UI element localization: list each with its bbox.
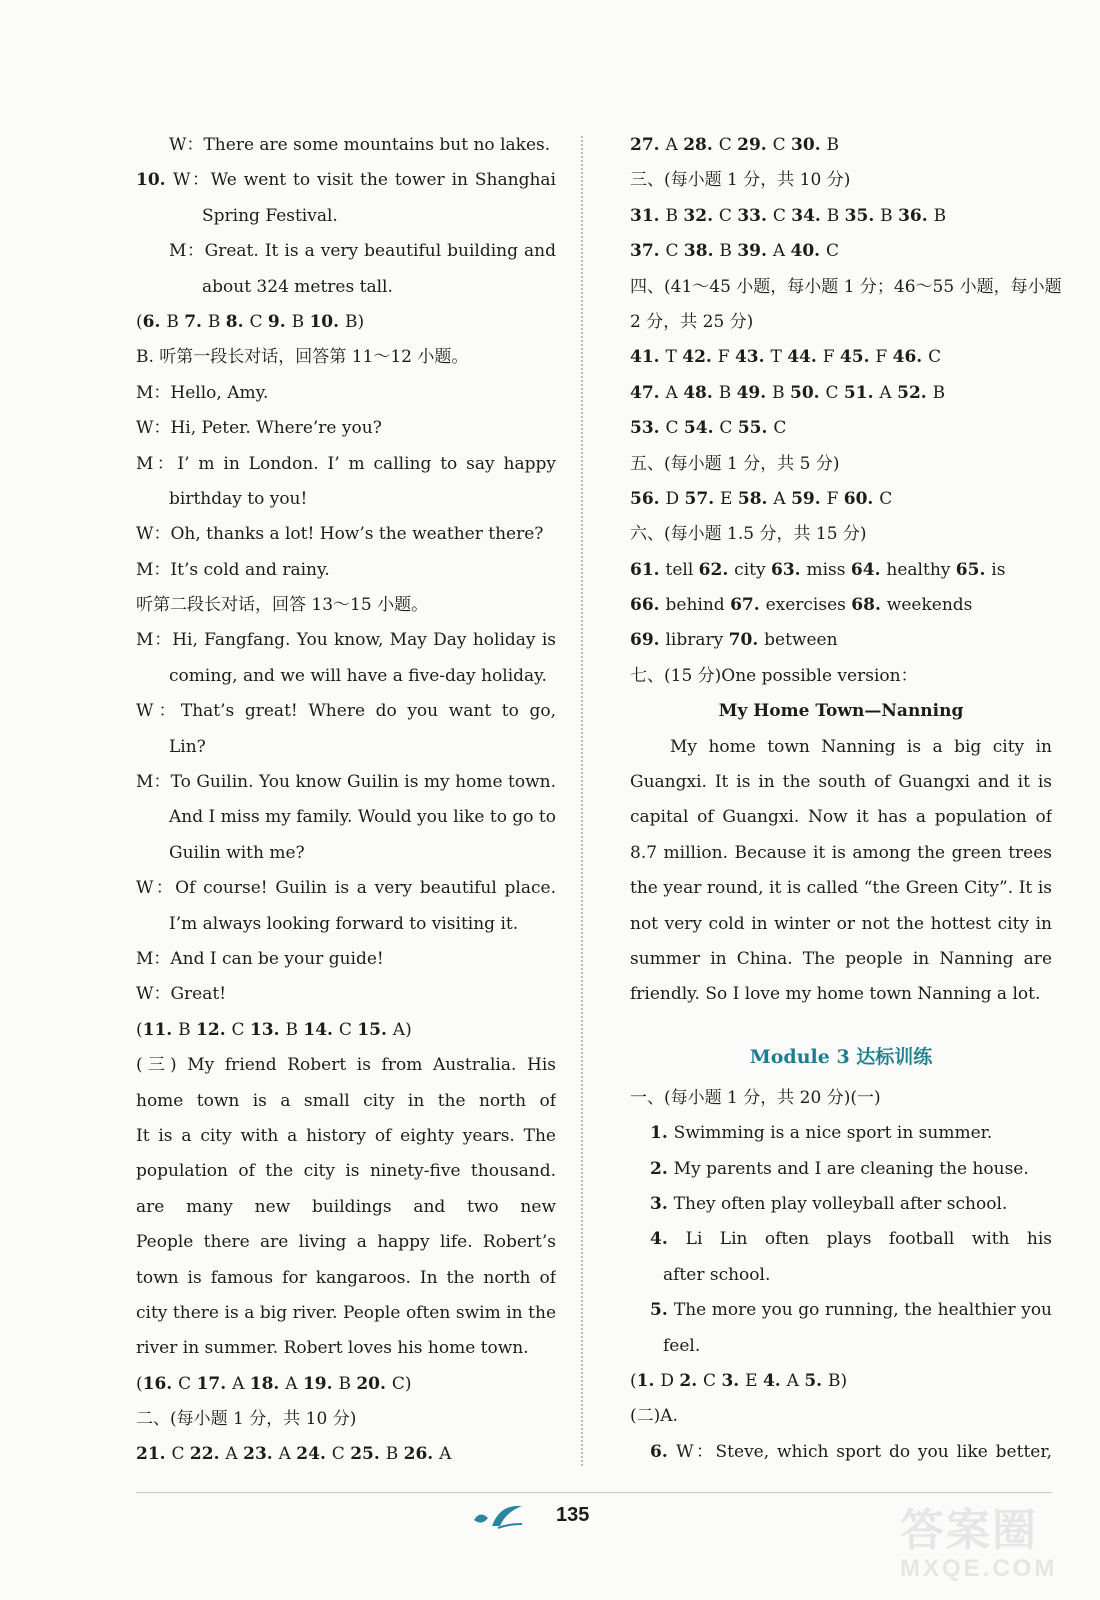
line-text: C <box>826 241 840 262</box>
text-line <box>136 694 556 729</box>
line-text: C <box>338 1019 358 1040</box>
line-text: F <box>822 347 840 368</box>
left-column <box>136 128 556 1473</box>
text-line <box>136 765 556 800</box>
line-text: Lin? <box>169 736 206 757</box>
text-line <box>630 871 1052 906</box>
watermark-url: MXQE.COM <box>900 1555 1058 1582</box>
text-line <box>630 907 1052 942</box>
question-number: 16. <box>142 1373 179 1394</box>
text-line <box>136 623 556 658</box>
text-line <box>136 553 556 588</box>
text-line <box>630 1222 1052 1257</box>
question-number: 58. <box>737 488 774 509</box>
question-number: 53. <box>630 418 666 439</box>
question-number: 12. <box>196 1019 232 1040</box>
text-line <box>630 553 1052 588</box>
question-number: 48. <box>683 382 719 403</box>
text-line <box>136 376 556 411</box>
text-line <box>136 1367 556 1402</box>
question-number: 20. <box>356 1373 392 1394</box>
question-number: 3. <box>650 1193 674 1214</box>
text-line <box>136 1154 556 1189</box>
question-number: 63. <box>770 559 807 580</box>
line-text: A <box>665 135 684 155</box>
text-line <box>630 1258 1052 1293</box>
line-text: M：To Guilin. You know Guilin is my home town. <box>136 772 556 793</box>
line-text: I’m always looking forward to visiting it. <box>169 913 519 934</box>
question-number: 36. <box>898 205 934 226</box>
line-text: B) <box>827 1370 848 1391</box>
question-number: 10. <box>309 311 345 332</box>
line-text: Swimming is a nice sport in summer. <box>673 1123 993 1144</box>
question-number: 47. <box>630 382 666 403</box>
text-line <box>630 1152 1052 1187</box>
question-number: 6. <box>142 311 167 332</box>
line-text: B <box>291 311 310 332</box>
question-number: 45. <box>839 347 876 368</box>
text-line <box>630 1435 1052 1470</box>
text-line <box>136 1296 556 1331</box>
line-text: C <box>178 1373 197 1394</box>
line-text: C <box>703 1370 722 1391</box>
line-text: F <box>717 347 735 368</box>
line-text: summer in China. The people in Nanning are <box>630 948 1052 969</box>
line-text: behind <box>665 595 731 616</box>
text-line <box>630 623 1052 658</box>
text-line <box>136 447 556 482</box>
text-line <box>136 871 556 906</box>
line-text: B <box>826 135 840 155</box>
question-number: 29. <box>737 135 773 155</box>
line-text: A <box>879 382 898 403</box>
text-line <box>136 482 556 517</box>
text-line <box>136 977 556 1012</box>
line-text: W：Hi, Peter. Where’re you? <box>136 418 382 439</box>
line-text: B <box>719 241 738 262</box>
answer-list-continued <box>630 128 1062 1013</box>
line-text: C <box>665 241 684 262</box>
line-text: A <box>278 1444 297 1465</box>
line-text: friendly. So I love my home town Nanning a lot. <box>630 984 1041 1005</box>
line-text: tell <box>665 559 699 580</box>
line-text: W：There are some mountains but no lakes. <box>169 135 551 155</box>
line-text: C <box>718 205 738 226</box>
question-number: 40. <box>790 241 827 262</box>
line-text: 五、(每小题 1 分，共 5 分) <box>630 453 840 474</box>
question-number: 5. <box>804 1370 828 1391</box>
line-text: M：Great. It is a very beautiful building and <box>169 241 556 262</box>
text-line <box>630 1116 1052 1151</box>
line-text: B <box>826 205 845 226</box>
line-text: W：We went to visit the tower in Shanghai <box>173 170 556 191</box>
text-line <box>136 1190 556 1225</box>
line-text: B <box>166 311 185 332</box>
line-text: river in summer. Robert loves his home town. <box>136 1338 529 1359</box>
line-text: C <box>171 1444 190 1465</box>
text-line <box>136 1084 556 1119</box>
question-number: 69. <box>630 630 666 651</box>
line-text: 六、(每小题 1.5 分，共 15 分) <box>630 524 867 545</box>
text-line <box>136 1437 556 1472</box>
question-number: 4. <box>650 1229 686 1250</box>
text-line <box>630 1364 1052 1399</box>
bird-logo-icon <box>470 1502 530 1537</box>
text-line <box>630 588 1052 623</box>
question-number: 17. <box>196 1373 233 1394</box>
line-text: D <box>665 488 685 509</box>
line-text: T <box>770 347 788 368</box>
line-text: M：Hello, Amy. <box>136 382 269 403</box>
column-divider <box>581 136 583 1466</box>
line-text: A <box>773 488 792 509</box>
question-number: 2. <box>650 1158 674 1179</box>
text-line <box>630 836 1052 871</box>
line-text: W：That’s great! Where do you want to go, <box>136 701 556 722</box>
line-text: C <box>772 135 792 155</box>
text-line <box>630 270 1062 305</box>
question-number: 43. <box>734 347 771 368</box>
line-text: library <box>665 630 729 651</box>
line-text: 听第二段长对话，回答 13～15 小题。 <box>136 595 429 616</box>
line-text: ( <box>136 311 143 332</box>
text-line <box>136 517 556 552</box>
line-text: A <box>225 1444 244 1465</box>
text-line <box>630 800 1052 835</box>
line-text: A <box>786 1370 805 1391</box>
line-text: B <box>933 205 947 226</box>
question-number: 57. <box>684 488 721 509</box>
line-text: 二、(每小题 1 分，共 10 分) <box>136 1409 357 1430</box>
text-line <box>630 1187 1052 1222</box>
page-number: 135 <box>556 1504 590 1526</box>
question-number: 55. <box>737 418 774 439</box>
line-text: Guangxi. It is in the south of Guangxi and it is <box>630 772 1052 793</box>
question-number: 14. <box>303 1019 339 1040</box>
line-text: city <box>734 559 771 580</box>
question-number: 28. <box>683 135 719 155</box>
line-text: D <box>660 1370 680 1391</box>
text-line <box>136 730 556 765</box>
text-line <box>630 376 1052 411</box>
line-text: B <box>718 382 737 403</box>
text-line <box>136 907 556 942</box>
question-number: 30. <box>791 135 827 155</box>
text-line <box>630 730 1052 765</box>
line-text: 2 分，共 25 分) <box>630 311 754 332</box>
line-text: C <box>719 418 738 439</box>
line-text: B <box>178 1019 197 1040</box>
text-line <box>630 163 1052 198</box>
text-line <box>630 482 1052 517</box>
watermark-logo-text: 答案圈 <box>900 1506 1038 1555</box>
text-line <box>136 1119 556 1154</box>
line-text: not very cold in winter or not the hottest city in <box>630 913 1052 934</box>
text-line <box>630 1081 1052 1116</box>
text-line <box>136 800 556 835</box>
line-text: home town is a small city in the north of <box>136 1090 556 1111</box>
line-text: My Home Town—Nanning <box>718 701 964 722</box>
question-number: 66. <box>630 595 666 616</box>
question-number: 59. <box>791 488 827 509</box>
question-number: 22. <box>189 1444 226 1465</box>
question-number: 52. <box>897 382 933 403</box>
question-number: 18. <box>249 1373 286 1394</box>
question-number: 61. <box>630 559 666 580</box>
line-text: (三) My friend Robert is from Australia. His <box>136 1055 556 1076</box>
line-text: C <box>665 418 684 439</box>
text-line <box>630 942 1052 977</box>
line-text: My home town Nanning is a big city in <box>670 736 1052 757</box>
line-text: They often play volleyball after school. <box>673 1193 1008 1214</box>
text-line <box>630 694 1052 729</box>
question-number: 21. <box>136 1444 172 1465</box>
question-number: 23. <box>243 1444 279 1465</box>
text-line <box>630 128 1052 163</box>
text-line <box>136 163 556 198</box>
line-text: B <box>285 1019 304 1040</box>
text-line <box>630 1293 1052 1328</box>
question-number: 26. <box>403 1444 440 1465</box>
text-line <box>136 234 556 269</box>
line-text: B <box>932 382 946 403</box>
line-text: B) <box>344 311 365 332</box>
line-text: C <box>879 488 893 509</box>
line-text: T <box>665 347 683 368</box>
line-text: M：And I can be your guide! <box>136 948 384 969</box>
question-number: 35. <box>844 205 881 226</box>
line-text: M：It’s cold and rainy. <box>136 559 330 580</box>
text-line <box>630 234 1052 269</box>
text-line <box>136 1013 556 1048</box>
text-line <box>136 942 556 977</box>
text-line <box>630 517 1052 552</box>
line-text: C <box>331 1444 351 1465</box>
question-number: 46. <box>892 347 929 368</box>
question-number: 13. <box>249 1019 286 1040</box>
line-text: C <box>773 418 787 439</box>
text-line <box>136 270 556 305</box>
question-number: 6. <box>650 1441 677 1462</box>
line-text: 8.7 million. Because it is among the green trees <box>630 842 1052 863</box>
line-text: C <box>825 382 844 403</box>
question-number: 34. <box>791 205 827 226</box>
text-line <box>630 765 1052 800</box>
line-text: A <box>232 1373 250 1394</box>
text-line <box>136 1402 556 1437</box>
text-line <box>630 1399 1052 1434</box>
text-line <box>630 305 1052 340</box>
line-text: B <box>665 205 684 226</box>
question-number: 50. <box>790 382 826 403</box>
line-text: the year round, it is called “the Green City”. It is <box>630 878 1052 899</box>
line-text: W：Steve, which sport do you like better, <box>676 1441 1052 1462</box>
line-text: is <box>991 559 1006 580</box>
line-text: city there is a big river. People often swim in the <box>136 1302 556 1323</box>
line-text: (二)A. <box>630 1406 678 1427</box>
line-text: healthy <box>886 559 956 580</box>
line-text: F <box>875 347 893 368</box>
line-text: B <box>338 1373 357 1394</box>
question-number: 70. <box>728 630 765 651</box>
line-text: My parents and I are cleaning the house. <box>673 1158 1029 1179</box>
line-text: about 324 metres tall. <box>202 276 393 297</box>
line-text: C <box>772 205 792 226</box>
question-number: 41. <box>630 347 666 368</box>
question-number: 39. <box>737 241 773 262</box>
line-text: M：Hi, Fangfang. You know, May Day holiday is <box>136 630 556 651</box>
question-number: 5. <box>650 1300 674 1321</box>
question-number: 15. <box>357 1019 393 1040</box>
question-number: 11. <box>142 1019 179 1040</box>
line-text: between <box>764 630 838 651</box>
line-text: town is famous for kangaroos. In the north of <box>136 1267 556 1288</box>
line-text: capital of Guangxi. Now it has a population of <box>630 807 1052 828</box>
line-text: W：Oh, thanks a lot! How’s the weather there? <box>136 524 544 545</box>
line-text: B <box>385 1444 404 1465</box>
question-number: 54. <box>683 418 720 439</box>
question-number: 7. <box>184 311 208 332</box>
right-column <box>630 128 1062 1470</box>
line-text: W：Great! <box>136 984 227 1005</box>
line-text: population of the city is ninety-five thousand. <box>136 1161 556 1182</box>
question-number: 38. <box>683 241 720 262</box>
line-text: 三、(每小题 1 分，共 10 分) <box>630 170 851 191</box>
module-3-section <box>630 1081 1052 1470</box>
question-number: 64. <box>850 559 887 580</box>
question-number: 37. <box>630 241 666 262</box>
line-text: coming, and we will have a five-day holiday. <box>169 665 547 686</box>
question-number: 42. <box>682 347 718 368</box>
question-number: 8. <box>225 311 250 332</box>
text-line <box>630 199 1052 234</box>
line-text: E <box>720 488 738 509</box>
line-text: Li Lin often plays football with his <box>685 1229 1052 1250</box>
line-text: C <box>231 1019 250 1040</box>
text-line <box>136 199 556 234</box>
footer-rule <box>136 1492 1052 1493</box>
question-number: 25. <box>350 1444 386 1465</box>
question-number: 2. <box>679 1370 704 1391</box>
question-number: 10. <box>136 170 174 191</box>
text-line <box>630 659 1052 694</box>
line-text: E <box>745 1370 763 1391</box>
line-text: C <box>928 347 942 368</box>
line-text: A <box>665 382 684 403</box>
question-number: 1. <box>650 1123 674 1144</box>
question-number: 19. <box>302 1373 339 1394</box>
line-text: B <box>880 205 899 226</box>
line-text: Guilin with me? <box>169 842 305 863</box>
line-text: A) <box>392 1019 412 1040</box>
question-number: 56. <box>630 488 666 509</box>
text-line <box>136 411 556 446</box>
question-number: 51. <box>843 382 880 403</box>
line-text: M：I’ m in London. I’ m calling to say happy <box>136 453 556 474</box>
line-text: B. 听第一段长对话，回答第 11～12 小题。 <box>136 347 469 368</box>
text-line <box>136 1261 556 1296</box>
question-number: 31. <box>630 205 666 226</box>
line-text: C) <box>391 1373 412 1394</box>
text-line <box>136 659 556 694</box>
line-text: ( <box>136 1373 143 1394</box>
question-number: 27. <box>630 135 666 155</box>
line-text: weekends <box>886 595 973 616</box>
line-text: feel. <box>663 1335 701 1356</box>
line-text: exercises <box>765 595 852 616</box>
text-line <box>630 977 1052 1012</box>
text-line <box>630 1329 1052 1364</box>
line-text: 一、(每小题 1 分，共 20 分)(一) <box>630 1087 881 1108</box>
line-text: miss <box>806 559 851 580</box>
question-number: 1. <box>636 1370 661 1391</box>
line-text: F <box>826 488 844 509</box>
text-line <box>136 340 556 375</box>
line-text: A <box>439 1444 452 1465</box>
text-line <box>630 447 1052 482</box>
question-number: 67. <box>730 595 766 616</box>
question-number: 4. <box>762 1370 787 1391</box>
line-text: birthday to you! <box>169 488 308 509</box>
line-text: B <box>772 382 790 403</box>
line-text: after school. <box>663 1264 771 1285</box>
line-text: 四、(41～45 小题，每小题 1 分；46～55 小题，每小题 <box>630 276 1062 297</box>
line-text: A <box>772 241 791 262</box>
line-text: C <box>718 135 738 155</box>
question-number: 49. <box>736 382 773 403</box>
text-line <box>136 128 556 163</box>
module-heading: Module 3 达标训练 <box>749 1045 933 1068</box>
question-number: 32. <box>683 205 719 226</box>
text-line <box>136 1225 556 1260</box>
line-text: And I miss my family. Would you like to go to <box>169 807 556 828</box>
line-text: C <box>249 311 268 332</box>
question-number: 9. <box>267 311 292 332</box>
question-number: 65. <box>955 559 992 580</box>
text-line <box>136 1331 556 1366</box>
text-line <box>630 411 1052 446</box>
line-text: A <box>285 1373 303 1394</box>
line-text: The more you go running, the healthier you <box>673 1300 1052 1321</box>
line-text: B <box>207 311 226 332</box>
question-number: 60. <box>843 488 880 509</box>
line-text: are many new buildings and two new <box>136 1196 556 1217</box>
line-text: ( <box>136 1019 143 1040</box>
question-number: 68. <box>851 595 887 616</box>
line-text: People there are living a happy life. Robert’s <box>136 1232 556 1253</box>
line-text: 七、(15 分)One possible version： <box>630 665 918 686</box>
text-line <box>136 305 556 340</box>
text-line <box>136 836 556 871</box>
question-number: 33. <box>737 205 773 226</box>
question-number: 3. <box>721 1370 746 1391</box>
line-text: It is a city with a history of eighty years. The <box>136 1125 556 1146</box>
line-text: W：Of course! Guilin is a very beautiful place. <box>136 878 556 899</box>
line-text: ( <box>630 1370 637 1391</box>
text-line <box>630 340 1052 375</box>
text-line <box>136 588 556 623</box>
line-text: Spring Festival. <box>202 205 338 226</box>
question-number: 24. <box>296 1444 332 1465</box>
question-number: 62. <box>698 559 735 580</box>
text-line <box>136 1048 556 1083</box>
question-number: 44. <box>787 347 823 368</box>
watermark <box>900 1506 1070 1586</box>
